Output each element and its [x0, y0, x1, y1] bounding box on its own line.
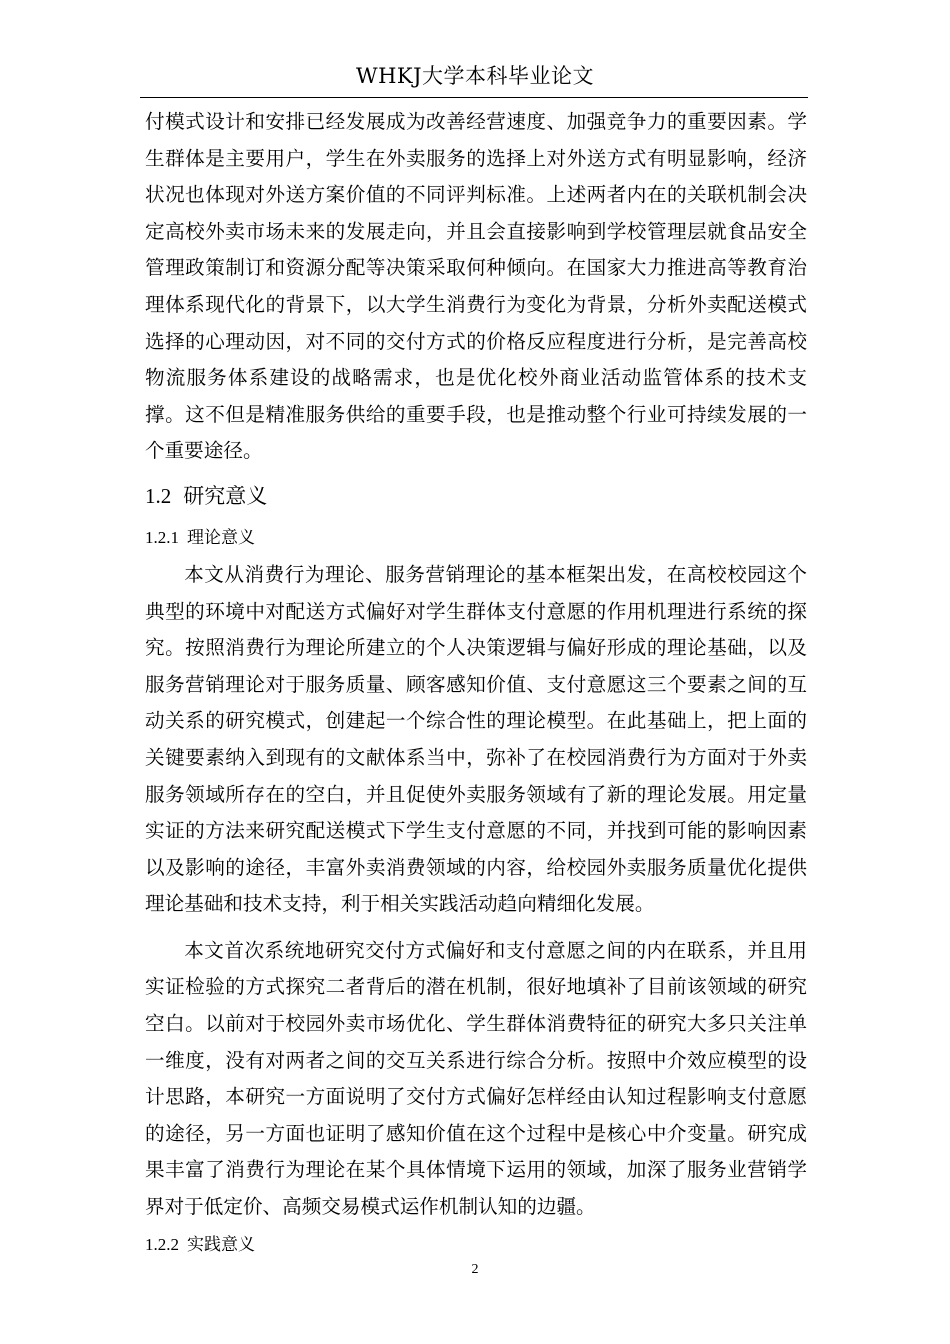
- subsection-title: 实践意义: [187, 1234, 255, 1255]
- subsection-title: 理论意义: [187, 527, 255, 548]
- section-number: 1.2: [145, 483, 172, 508]
- subsection-heading-1-2-2: [145, 1226, 807, 1264]
- subsection-heading-1-2-1: [145, 519, 807, 557]
- page-number: 2: [471, 1262, 479, 1277]
- page-content: [145, 104, 807, 1264]
- paragraph-intro-tail: 付模式设计和安排已经发展成为改善经营速度、加强竞争力的重要因素。学生群体是主要用户，学生在外卖服务的选择上对外送方式有明显影响，经济状况也体现对外送方案价值的不同评判标准。上述两者内在的关联机制会决定高校外卖市场未来的发展走向，并且会直接影响到学校管理层就食品安全管理政策制订和资源分配等决策采取何种倾向。在国家大力推进高等教育治理体系现代化的背景下，以大学生消费行为变化为背景，分析外卖配送模式选择的心理动因，对不同的交付方式的价格反应程度进行分析，是完善高校物流服务体系建设的战略需求，也是优化校外商业活动监管体系的技术支撑。这不但是精准服务供给的重要手段，也是推动整个行业可持续发展的一个重要途径。: [145, 110, 807, 463]
- subsection-number: 1.2.1: [145, 527, 179, 547]
- header-rule: [140, 97, 808, 98]
- paragraph-theory-2: 本文首次系统地研究交付方式偏好和支付意愿之间的内在联系，并且用实证检验的方式探究二者背后的潜在机制，很好地填补了目前该领域的研究空白。以前对于校园外卖市场优化、学生群体消费特征的研究大多只关注单一维度，没有对两者之间的交互关系进行综合分析。按照中介效应模型的设计思路，本研究一方面说明了交付方式偏好怎样经由认知过程影响支付意愿的途径，另一方面也证明了感知价值在这个过程中是核心中介变量。研究成果丰富了消费行为理论在某个具体情境下运用的领域，加深了服务业营销学界对于低定价、高频交易模式运作机制认知的边疆。: [145, 938, 807, 1219]
- paragraph-theory-1: 本文从消费行为理论、服务营销理论的基本框架出发，在高校校园这个典型的环境中对配送方式偏好对学生群体支付意愿的作用机理进行系统的探究。按照消费行为理论所建立的个人决策逻辑与偏好形成的理论基础，以及服务营销理论对于服务质量、顾客感知价值、支付意愿这三个要素之间的互动关系的研究模式，创建起一个综合性的理论模型。在此基础上，把上面的关键要素纳入到现有的文献体系当中，弥补了在校园消费行为方面对于外卖服务领域所存在的空白，并且促使外卖服务领域有了新的理论发展。用定量实证的方法来研究配送模式下学生支付意愿的不同，并找到可能的影响因素以及影响的途径，丰富外卖消费领域的内容，给校园外卖服务质量优化提供理论基础和技术支持，利于相关实践活动趋向精细化发展。: [145, 562, 807, 916]
- page-header: [0, 60, 950, 90]
- header-title: WHKJ大学本科毕业论文: [355, 64, 594, 88]
- section-title: 研究意义: [183, 483, 268, 508]
- section-heading-1-2: [145, 473, 807, 519]
- subsection-number: 1.2.2: [145, 1234, 179, 1254]
